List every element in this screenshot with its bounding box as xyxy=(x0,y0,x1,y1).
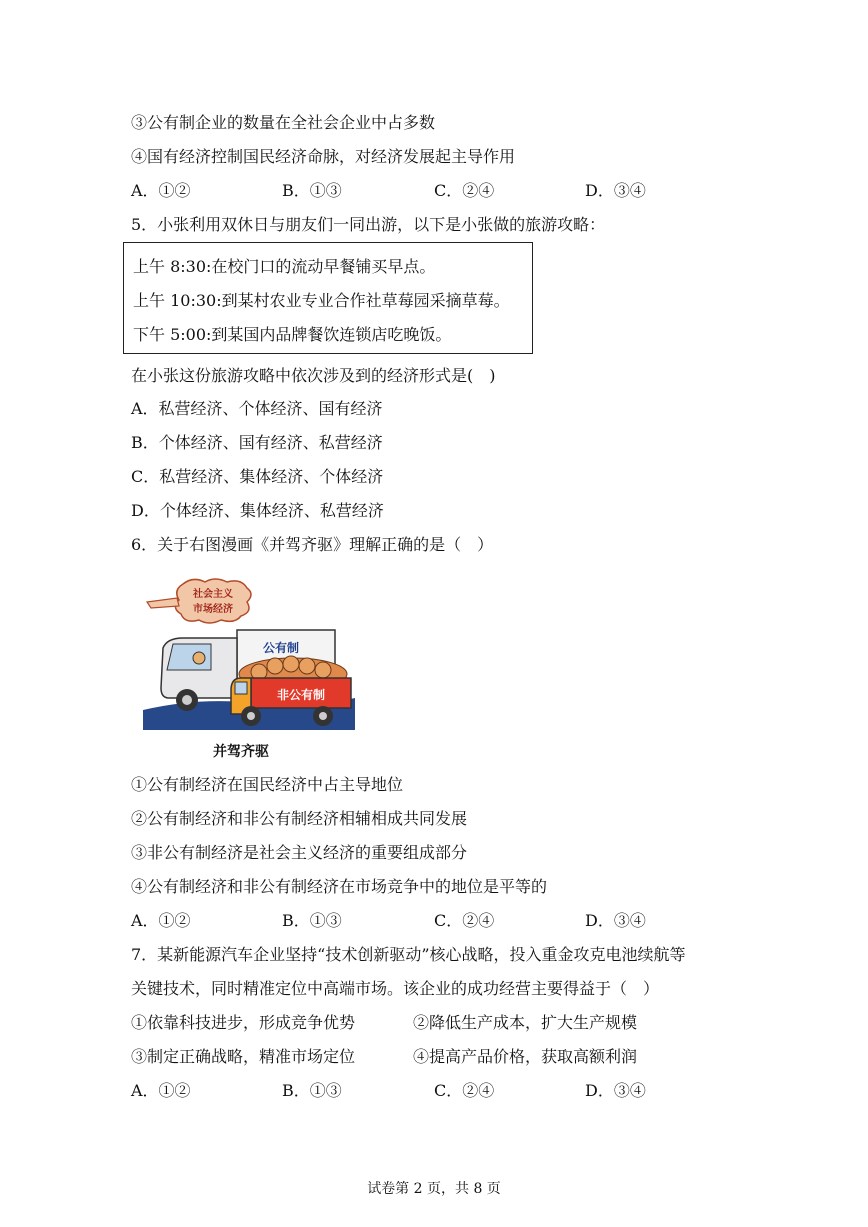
q4-option-c: C．②④ xyxy=(434,181,495,200)
q6-item-2: ②公有制经济和非公有制经济相辅相成共同发展 xyxy=(131,809,468,828)
q6-option-c: C．②④ xyxy=(434,911,495,930)
q6-option-d: D．③④ xyxy=(585,911,646,930)
cartoon-illustration xyxy=(143,578,355,730)
q5-option-a: A．私营经济、个体经济、国有经济 xyxy=(131,399,383,418)
q5-option-c: C．私营经济、集体经济、个体经济 xyxy=(131,467,384,486)
q7-option-c: C．②④ xyxy=(434,1081,495,1100)
q4-option-b: B．①③ xyxy=(282,181,342,200)
pointing-sign xyxy=(147,579,251,623)
q5-option-b: B．个体经济、国有经济、私营经济 xyxy=(131,433,383,452)
q5-option-d: D．个体经济、集体经济、私营经济 xyxy=(131,501,384,520)
q6-item-1: ①公有制经济在国民经济中占主导地位 xyxy=(131,775,404,794)
q7-stem-line1: 7．某新能源汽车企业坚持“技术创新驱动”核心战略，投入重金攻克电池续航等 xyxy=(131,945,686,964)
q4-item-4: ④国有经济控制国民经济命脉，对经济发展起主导作用 xyxy=(131,147,516,166)
q7-item-1: ①依靠科技进步，形成竞争优势 xyxy=(131,1013,356,1032)
q4-option-a: A．①② xyxy=(131,181,191,200)
q6-option-b: B．①③ xyxy=(282,911,342,930)
q6-item-3: ③非公有制经济是社会主义经济的重要组成部分 xyxy=(131,843,468,862)
q4-item-3: ③公有制企业的数量在全社会企业中占多数 xyxy=(131,113,436,132)
q7-option-a: A．①② xyxy=(131,1081,191,1100)
q7-item-3: ③制定正确战略，精准市场定位 xyxy=(131,1047,356,1066)
q6-option-a: A．①② xyxy=(131,911,191,930)
q7-option-b: B．①③ xyxy=(282,1081,342,1100)
q6-item-4: ④公有制经济和非公有制经济在市场竞争中的地位是平等的 xyxy=(131,877,548,896)
q5-itinerary-box xyxy=(123,242,533,354)
itinerary-line-1: 上午 8:30:在校门口的流动早餐铺买早点。 xyxy=(133,257,436,276)
sign-text-line2: 市场经济 xyxy=(193,604,233,615)
truck-label-non-public: 非公有制 xyxy=(276,688,326,702)
page-footer: 试卷第 2 页，共 8 页 xyxy=(367,1181,501,1197)
q7-item-4: ④提高产品价格，获取高额利润 xyxy=(413,1047,638,1066)
q7-option-d: D．③④ xyxy=(585,1081,646,1100)
sign-text-line1: 社会主义 xyxy=(193,589,233,600)
q6-stem: 6．关于右图漫画《并驾齐驱》理解正确的是（ ） xyxy=(131,535,494,554)
itinerary-line-3: 下午 5:00:到某国内品牌餐饮连锁店吃晚饭。 xyxy=(133,325,452,344)
q5-question: 在小张这份旅游攻略中依次涉及到的经济形式是( ) xyxy=(131,366,496,385)
q4-option-d: D．③④ xyxy=(585,181,646,200)
cartoon-caption: 并驾齐驱 xyxy=(213,744,269,760)
truck-label-public: 公有制 xyxy=(262,641,300,655)
q7-stem-line2: 关键技术，同时精准定位中高端市场。该企业的成功经营主要得益于（ ） xyxy=(131,979,660,998)
q5-stem: 5．小张利用双休日与朋友们一同出游，以下是小张做的旅游攻略： xyxy=(131,215,606,234)
itinerary-line-2: 上午 10:30:到某村农业专业合作社草莓园采摘草莓。 xyxy=(133,291,510,310)
q7-item-2: ②降低生产成本，扩大生产规模 xyxy=(413,1013,638,1032)
